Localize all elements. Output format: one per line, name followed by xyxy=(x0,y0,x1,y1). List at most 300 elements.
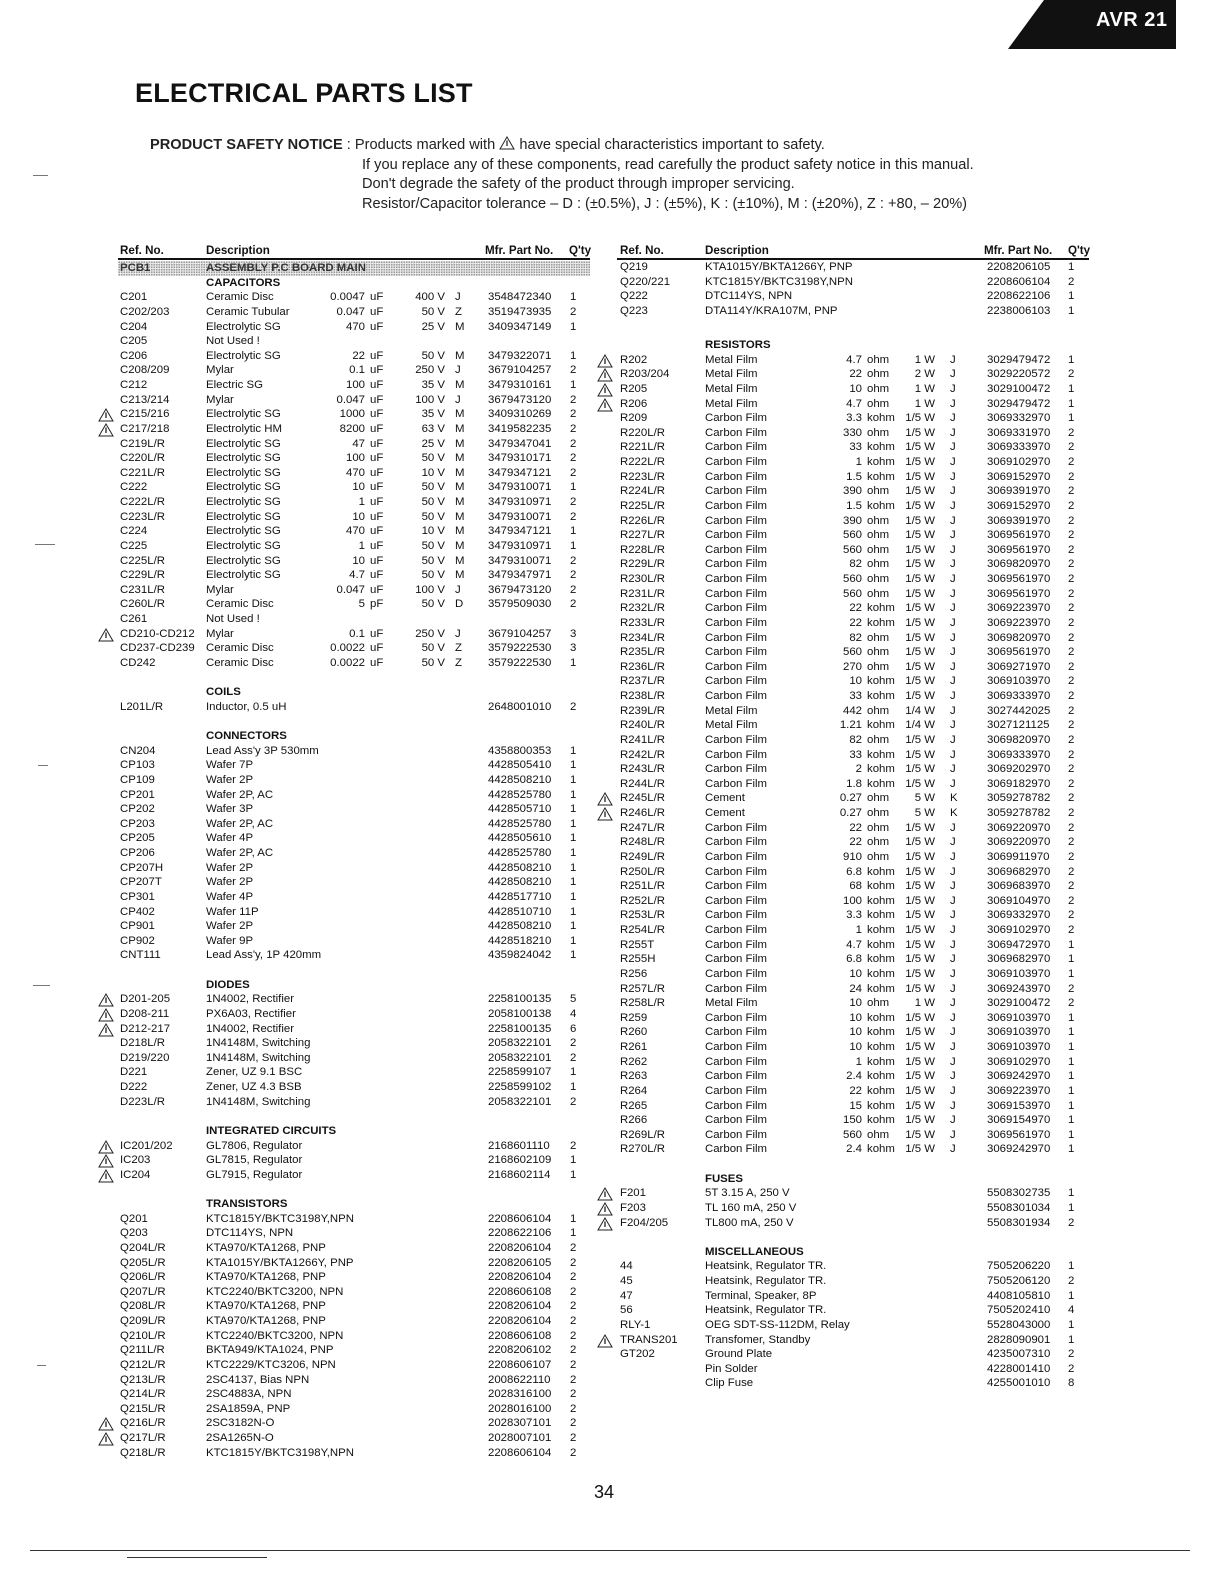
part-desc: Carbon Film xyxy=(705,1041,768,1053)
part-part: 2258100135 xyxy=(488,1022,552,1035)
part-ref: 56 xyxy=(620,1304,633,1317)
part-row xyxy=(617,1142,1089,1157)
header-description: Description xyxy=(206,244,270,257)
part-ref: CP902 xyxy=(120,934,155,947)
part-unit: ohm xyxy=(867,382,890,395)
part-row xyxy=(118,451,590,466)
part-unit: ohm xyxy=(867,821,890,834)
part-qty: 1 xyxy=(1068,397,1075,410)
part-qty: 2 xyxy=(570,510,577,523)
part-rating: 63 V xyxy=(421,422,445,435)
part-desc: Wafer 2P xyxy=(206,861,254,874)
part-part: 3069472970 xyxy=(987,938,1051,951)
part-part: 3069561970 xyxy=(987,646,1051,659)
part-ref: R233L/R xyxy=(620,616,665,629)
part-desc: Electrolytic SG xyxy=(206,525,281,538)
part-qty: 2 xyxy=(570,554,577,567)
part-tol: Z xyxy=(455,656,462,669)
margin-mark xyxy=(37,1365,46,1366)
part-ref: R241L/R xyxy=(620,733,665,746)
safety-warning-icon xyxy=(98,423,114,442)
part-part: 3069223970 xyxy=(987,602,1051,615)
part-qty: 2 xyxy=(1068,275,1075,288)
part-rating: 50 V xyxy=(421,452,445,465)
part-rating: 1/5 W xyxy=(905,865,935,878)
part-part: 3059278782 xyxy=(987,807,1051,819)
part-ref: C222 xyxy=(120,481,148,494)
part-qty: 2 xyxy=(1068,470,1075,483)
part-desc: KTC2229/KTC3206, NPN xyxy=(206,1358,336,1371)
part-part: 4428505610 xyxy=(488,832,552,845)
part-row xyxy=(118,1402,590,1417)
part-rating: 1/5 W xyxy=(905,1011,935,1024)
part-ref: R265 xyxy=(620,1099,648,1112)
part-val: 10 xyxy=(849,1026,862,1039)
table-header xyxy=(617,245,1089,260)
margin-mark xyxy=(38,765,48,766)
part-qty: 1 xyxy=(570,1081,577,1093)
part-tol: J xyxy=(950,733,956,746)
part-qty: 1 xyxy=(570,803,577,816)
part-part: 2028007101 xyxy=(488,1432,552,1444)
part-rating: 1/5 W xyxy=(905,1055,935,1068)
part-tol: J xyxy=(950,456,956,468)
part-val: 33 xyxy=(849,690,862,702)
part-ref: CP103 xyxy=(120,759,155,772)
part-row xyxy=(118,349,590,364)
part-unit: kohm xyxy=(867,1084,895,1097)
part-part: 2258100135 xyxy=(488,993,552,1006)
parts-table-right xyxy=(617,245,1089,1391)
part-part: 3479310071 xyxy=(488,510,552,523)
part-unit: ohm xyxy=(867,558,890,571)
part-row xyxy=(118,480,590,495)
part-part: 2208606104 xyxy=(488,1212,552,1225)
part-qty: 1 xyxy=(1068,382,1075,395)
part-ref: CP901 xyxy=(120,920,155,933)
part-desc: KTA970/KTA1268, PNP xyxy=(206,1241,326,1254)
part-qty: 1 xyxy=(1068,1011,1075,1024)
part-ref: C204 xyxy=(120,320,148,333)
part-row xyxy=(617,616,1089,631)
part-val: 10 xyxy=(352,510,365,523)
part-row xyxy=(118,1431,590,1446)
part-rating: 1/5 W xyxy=(905,514,935,527)
part-row xyxy=(118,744,590,759)
part-rating: 1/5 W xyxy=(905,690,935,702)
part-row xyxy=(617,674,1089,689)
part-unit: uF xyxy=(370,583,384,596)
part-row xyxy=(617,1055,1089,1070)
part-qty: 1 xyxy=(570,1227,577,1240)
part-part: 2208606108 xyxy=(488,1329,552,1342)
part-tol: J xyxy=(950,426,956,439)
part-qty: 1 xyxy=(1068,953,1075,966)
safety-warning-icon xyxy=(597,807,613,826)
part-desc: KTC1815Y/BKTC3198Y,NPN xyxy=(705,275,853,288)
part-rating: 1/4 W xyxy=(905,704,935,717)
part-qty: 1 xyxy=(1068,1318,1075,1331)
part-ref: R242L/R xyxy=(620,748,665,761)
part-unit: kohm xyxy=(867,880,895,893)
part-desc: 2SC4883A, NPN xyxy=(206,1388,292,1401)
part-tol: J xyxy=(950,602,956,615)
part-part: 2168602109 xyxy=(488,1154,552,1167)
part-qty: 1 xyxy=(1068,1026,1075,1039)
section-title-text: CONNECTORS xyxy=(206,730,287,742)
part-rating: 50 V xyxy=(421,496,445,508)
part-qty: 1 xyxy=(1068,1289,1075,1302)
part-qty: 2 xyxy=(570,1271,577,1284)
part-tol: J xyxy=(950,690,956,702)
part-rating: 1/5 W xyxy=(905,646,935,659)
part-ref: R255T xyxy=(620,938,655,951)
part-tol: J xyxy=(950,587,956,600)
part-qty: 1 xyxy=(1068,1099,1075,1112)
part-part: 2008622110 xyxy=(488,1373,551,1386)
part-row xyxy=(118,1256,590,1271)
model-label: AVR 21 xyxy=(1096,9,1168,31)
part-desc: Carbon Film xyxy=(705,909,768,922)
part-qty: 1 xyxy=(570,934,577,947)
part-part: 4359824042 xyxy=(488,949,552,962)
part-qty: 2 xyxy=(1068,924,1075,936)
part-rating: 1/5 W xyxy=(905,1128,935,1141)
part-qty: 1 xyxy=(1068,412,1075,425)
part-desc: Electric SG xyxy=(206,379,263,391)
part-rating: 1/5 W xyxy=(905,529,935,542)
part-desc: Wafer 2P xyxy=(206,773,254,786)
part-qty: 2 xyxy=(570,1417,577,1430)
part-desc: Electrolytic SG xyxy=(206,496,281,508)
part-tol: J xyxy=(950,821,956,834)
part-unit: uF xyxy=(370,349,384,362)
part-part: 7505202410 xyxy=(987,1304,1051,1317)
part-desc: DTC114YS, NPN xyxy=(206,1227,294,1240)
part-part: 3069102970 xyxy=(987,456,1051,468)
part-ref: D223L/R xyxy=(120,1095,165,1108)
part-ref: GT202 xyxy=(620,1348,655,1361)
part-row xyxy=(118,831,590,846)
part-unit: uF xyxy=(370,539,384,552)
part-desc: Carbon Film xyxy=(705,412,768,425)
part-ref: C217/218 xyxy=(120,422,170,435)
part-row xyxy=(118,1387,590,1402)
part-qty: 2 xyxy=(1068,865,1075,878)
part-desc: Ceramic Disc xyxy=(206,291,274,304)
part-part: 3069154970 xyxy=(987,1114,1051,1127)
part-desc: Lead Ass'y, 1P 420mm xyxy=(206,949,322,962)
part-val: 22 xyxy=(849,836,862,849)
part-val: 0.047 xyxy=(336,305,365,318)
part-row xyxy=(118,1022,590,1037)
part-desc: Transfomer, Standby xyxy=(705,1333,811,1346)
part-desc: Metal Film xyxy=(705,353,758,366)
part-part: 2208606104 xyxy=(987,275,1051,288)
part-part: 3069333970 xyxy=(987,748,1051,761)
part-val: 10 xyxy=(352,481,365,494)
part-desc: Carbon Film xyxy=(705,602,768,615)
part-part: 3419582235 xyxy=(488,422,552,435)
part-unit: uF xyxy=(370,320,384,333)
part-rating: 10 V xyxy=(421,466,445,479)
part-row xyxy=(118,583,590,598)
part-ref: R235L/R xyxy=(620,646,665,659)
part-part: 3069561970 xyxy=(987,543,1051,556)
part-part: 3679473120 xyxy=(488,393,552,406)
part-ref: R206 xyxy=(620,397,648,410)
part-val: 2 xyxy=(855,763,862,776)
part-part: 4428525780 xyxy=(488,788,552,801)
part-val: 10 xyxy=(849,382,862,395)
part-qty: 1 xyxy=(570,949,577,962)
part-tol: J xyxy=(950,997,956,1010)
part-row xyxy=(617,1216,1089,1231)
part-qty: 1 xyxy=(570,656,577,669)
part-ref: R252L/R xyxy=(620,894,665,907)
part-tol: J xyxy=(950,485,956,498)
part-ref: Q210L/R xyxy=(120,1329,166,1342)
part-unit: ohm xyxy=(867,1128,890,1141)
part-qty: 2 xyxy=(1068,850,1075,863)
part-desc: Wafer 3P xyxy=(206,803,254,816)
part-qty: 8 xyxy=(1068,1377,1075,1390)
part-part: 3029100472 xyxy=(987,997,1051,1010)
part-row xyxy=(617,704,1089,719)
part-row xyxy=(118,817,590,832)
part-rating: 1/5 W xyxy=(905,938,935,951)
part-rating: 25 V xyxy=(421,437,445,450)
parts-table-left xyxy=(118,245,590,1460)
notice-separator: : xyxy=(342,137,355,153)
part-rating: 1/5 W xyxy=(905,850,935,863)
part-qty: 1 xyxy=(570,1066,577,1079)
part-part: 4428517710 xyxy=(488,890,552,903)
part-ref: L201L/R xyxy=(120,700,164,713)
part-desc: Carbon Film xyxy=(705,953,768,966)
part-row xyxy=(118,1007,590,1022)
part-part: 3679473120 xyxy=(488,583,552,596)
safety-warning-icon xyxy=(597,1217,613,1236)
part-tol: J xyxy=(950,470,956,483)
part-rating: 1/5 W xyxy=(905,441,935,454)
part-part: 2258599102 xyxy=(488,1081,552,1093)
part-desc: Mylar xyxy=(206,364,234,377)
part-qty: 2 xyxy=(1068,616,1075,629)
part-part: 3069242970 xyxy=(987,1070,1051,1083)
part-ref: R231L/R xyxy=(620,587,665,600)
part-row xyxy=(118,919,590,934)
part-row xyxy=(118,568,590,583)
part-qty: 2 xyxy=(1068,719,1075,732)
part-row xyxy=(118,1270,590,1285)
part-qty: 1 xyxy=(570,861,577,874)
part-row xyxy=(617,499,1089,514)
part-unit: ohm xyxy=(867,704,890,717)
part-val: 10 xyxy=(849,1011,862,1024)
part-desc: KTA1015Y/BKTA1266Y, PNP xyxy=(705,261,853,273)
part-val: 10 xyxy=(849,675,862,688)
part-val: 10 xyxy=(849,1041,862,1053)
warning-triangle-icon xyxy=(499,136,515,150)
part-part: 4428518210 xyxy=(488,934,552,947)
part-desc: Carbon Film xyxy=(705,558,768,571)
part-qty: 2 xyxy=(1068,763,1075,776)
part-ref: Q220/221 xyxy=(620,275,671,288)
part-unit: uF xyxy=(370,481,384,494)
part-val: 82 xyxy=(849,558,862,571)
part-desc: Carbon Film xyxy=(705,894,768,907)
part-ref: Q213L/R xyxy=(120,1373,166,1386)
section-title-text: TRANSISTORS xyxy=(206,1198,288,1210)
part-desc: Metal Film xyxy=(705,397,758,410)
part-part: 3069102970 xyxy=(987,924,1051,936)
part-tol: J xyxy=(950,382,956,395)
part-part: 3479310971 xyxy=(488,539,552,552)
notice-line1b: have special characteristics important to safety. xyxy=(519,137,825,153)
part-ref: Q205L/R xyxy=(120,1256,166,1269)
part-unit: kohm xyxy=(867,938,895,951)
part-tol: J xyxy=(950,777,956,790)
part-desc: Wafer 2P, AC xyxy=(206,817,274,830)
header-ref: Ref. No. xyxy=(120,244,164,257)
part-unit: kohm xyxy=(867,441,895,454)
part-ref: F201 xyxy=(620,1187,646,1200)
part-tol: M xyxy=(455,320,465,333)
part-qty: 1 xyxy=(570,1212,577,1225)
part-tol: J xyxy=(950,1011,956,1024)
part-part: 3069152970 xyxy=(987,470,1051,483)
part-val: 4.7 xyxy=(846,397,862,410)
part-row xyxy=(118,1095,590,1110)
part-desc: Wafer 9P xyxy=(206,934,254,947)
part-desc: Wafer 11P xyxy=(206,905,259,918)
part-unit: kohm xyxy=(867,412,895,425)
part-unit: kohm xyxy=(867,865,895,878)
part-row xyxy=(617,304,1089,319)
part-row xyxy=(617,967,1089,982)
part-tol: M xyxy=(455,496,465,508)
part-unit: uF xyxy=(370,569,384,582)
part-ref: R250L/R xyxy=(620,865,665,878)
part-ref: RLY-1 xyxy=(620,1318,651,1331)
part-ref: Q217L/R xyxy=(120,1432,166,1444)
part-desc: DTA114Y/KRA107M, PNP xyxy=(705,304,838,317)
part-row xyxy=(617,777,1089,792)
part-desc: Carbon Film xyxy=(705,924,768,936)
part-part: 3069102970 xyxy=(987,1055,1051,1068)
part-val: 10 xyxy=(849,967,862,980)
part-desc: Heatsink, Regulator TR. xyxy=(705,1275,827,1287)
part-qty: 2 xyxy=(1068,821,1075,834)
part-rating: 35 V xyxy=(421,408,445,421)
part-desc: Not Used ! xyxy=(206,335,260,348)
part-desc: Carbon Film xyxy=(705,748,768,761)
part-tol: J xyxy=(950,1143,956,1156)
part-row xyxy=(617,289,1089,304)
part-rating: 1/5 W xyxy=(905,982,935,995)
part-row xyxy=(617,1069,1089,1084)
part-part: 3069103970 xyxy=(987,1041,1051,1053)
part-row xyxy=(118,495,590,510)
part-part: 2208206105 xyxy=(488,1256,552,1269)
part-tol: J xyxy=(950,909,956,922)
part-unit: ohm xyxy=(867,529,890,542)
part-part: 5508302735 xyxy=(987,1187,1051,1200)
part-row xyxy=(118,510,590,525)
part-desc: Metal Film xyxy=(705,997,758,1010)
part-row xyxy=(118,305,590,320)
part-ref: 44 xyxy=(620,1260,633,1273)
part-part: 3069271970 xyxy=(987,660,1051,673)
part-val: 442 xyxy=(842,704,862,717)
part-rating: 250 V xyxy=(415,364,445,377)
part-rating: 5 W xyxy=(914,807,935,819)
part-unit: ohm xyxy=(867,850,890,863)
part-row xyxy=(118,875,590,890)
part-val: 1000 xyxy=(339,408,365,421)
part-row xyxy=(118,890,590,905)
part-unit: uF xyxy=(370,291,384,304)
part-part: 2058100138 xyxy=(488,1007,552,1020)
part-row xyxy=(118,334,590,349)
part-ref: R203/204 xyxy=(620,368,670,381)
part-rating: 50 V xyxy=(421,642,445,655)
part-ref: R243L/R xyxy=(620,763,665,776)
part-ref: R238L/R xyxy=(620,690,665,702)
part-desc: Inductor, 0.5 uH xyxy=(206,700,287,713)
part-qty: 2 xyxy=(570,1241,577,1254)
part-tol: J xyxy=(950,1041,956,1053)
part-tol: J xyxy=(950,514,956,527)
part-val: 560 xyxy=(842,529,862,542)
part-desc: Carbon Film xyxy=(705,777,768,790)
part-desc: Electrolytic HM xyxy=(206,422,282,435)
part-val: 0.047 xyxy=(336,393,365,406)
part-desc: Carbon Film xyxy=(705,543,768,556)
part-ref: F203 xyxy=(620,1201,646,1214)
part-ref: R257L/R xyxy=(620,982,665,995)
part-rating: 1/5 W xyxy=(905,821,935,834)
part-row xyxy=(118,1153,590,1168)
header-qty: Q'ty xyxy=(1068,244,1091,257)
part-unit: uF xyxy=(370,408,384,421)
header-qty: Q'ty xyxy=(569,244,592,257)
section-title-text: INTEGRATED CIRCUITS xyxy=(206,1124,337,1137)
part-qty: 1 xyxy=(1068,1143,1075,1156)
notice-line2: If you replace any of these components, read carefully the product safety notice in this manual. xyxy=(362,156,974,173)
part-val: 0.1 xyxy=(349,364,365,377)
part-tol: J xyxy=(950,543,956,556)
part-row xyxy=(617,718,1089,733)
part-rating: 1/5 W xyxy=(905,1070,935,1083)
part-ref: R259 xyxy=(620,1011,648,1024)
part-row xyxy=(617,1274,1089,1289)
part-row xyxy=(617,733,1089,748)
section-title xyxy=(118,978,590,993)
part-rating: 1/5 W xyxy=(905,924,935,936)
part-part: 3069182970 xyxy=(987,777,1051,790)
part-desc: Mylar xyxy=(206,393,234,406)
part-val: 560 xyxy=(842,587,862,600)
part-unit: kohm xyxy=(867,616,895,629)
part-ref: Q207L/R xyxy=(120,1285,166,1298)
part-val: 82 xyxy=(849,733,862,746)
part-unit: ohm xyxy=(867,543,890,556)
part-row xyxy=(118,407,590,422)
part-desc: Zener, UZ 4.3 BSB xyxy=(206,1081,302,1093)
part-part: 4428508210 xyxy=(488,876,552,889)
